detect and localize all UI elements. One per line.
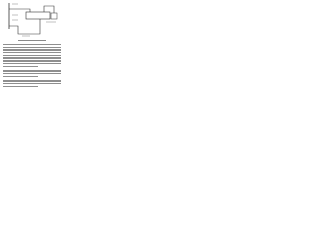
central-box bbox=[26, 12, 50, 19]
text-line bbox=[3, 66, 38, 67]
text-line bbox=[3, 86, 38, 87]
text-line bbox=[3, 80, 61, 81]
text-line bbox=[3, 49, 61, 50]
text-line bbox=[3, 83, 61, 84]
paragraph bbox=[3, 80, 61, 87]
text-line bbox=[3, 70, 61, 71]
text-line bbox=[3, 47, 61, 48]
paragraph bbox=[3, 44, 61, 67]
lower-wire bbox=[9, 19, 40, 34]
body-text bbox=[3, 44, 61, 88]
text-line bbox=[3, 76, 38, 77]
text-line bbox=[3, 52, 61, 53]
text-line bbox=[3, 73, 61, 74]
figure-diagram bbox=[0, 0, 64, 40]
document-page bbox=[0, 0, 64, 91]
text-line bbox=[3, 63, 61, 64]
figure-caption bbox=[18, 40, 46, 41]
top-wire bbox=[9, 9, 30, 12]
right-component bbox=[51, 13, 57, 19]
paragraph bbox=[3, 70, 61, 77]
text-line bbox=[3, 55, 61, 56]
text-line bbox=[3, 57, 61, 58]
text-line bbox=[3, 44, 61, 45]
text-line bbox=[3, 60, 61, 61]
